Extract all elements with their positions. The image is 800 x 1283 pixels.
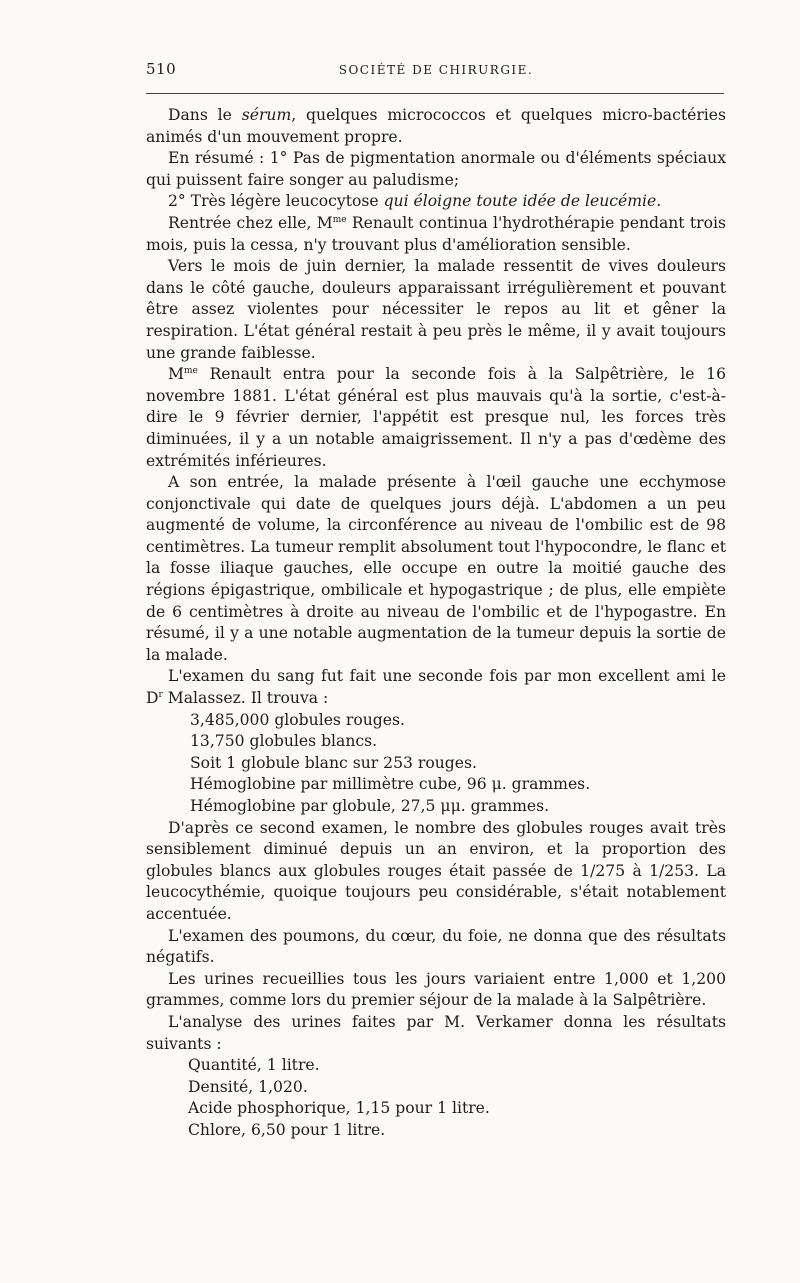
urine-results-list xyxy=(146,1055,726,1141)
list-item: Quantité, 1 litre. xyxy=(188,1056,320,1075)
list-item: Soit 1 globule blanc sur 253 rouges. xyxy=(190,753,477,772)
paragraph: Vers le mois de juin dernier, la malade ressentit de vives douleurs dans le côté gauche, douleurs apparaissant irrégulièrement et pouvant être assez violentes pour nécessiter le repos au lit et gêner la respiration. L'état général restait à peu près le même, il y avait toujours une grande faiblesse. xyxy=(146,257,726,362)
paragraph: En résumé : 1° Pas de pigmentation anormale ou d'éléments spéciaux qui puissent faire songer au paludisme; xyxy=(146,149,726,189)
paragraph: L'analyse des urines faites par M. Verkamer donna les résultats suivants : xyxy=(146,1012,726,1053)
paragraph: Rentrée chez elle, $M^{me}$ Renault continua l'hydrothérapie pendant trois mois, puis la cessa, n'y trouvant plus d'amélioration sensible. xyxy=(146,213,726,254)
blood-results-list xyxy=(146,710,726,818)
list-item: Hémoglobine par globule, 27,5 μμ. grammes. xyxy=(190,797,550,815)
paragraph: L'examen du sang fut fait une seconde fois par mon excellent ami le $D^r$ Malassez. Il trouva : xyxy=(146,667,726,708)
paragraph: 2° Très légère leucocytose qui éloigne toute idée de leucémie. xyxy=(168,192,662,211)
paragraph: $M^{me}$ Renault entra pour la seconde fois à la Salpêtrière, le 16 novembre 1881. L'état général est plus mauvais qu'à la sortie, c'est-à-dire le 9 février dernier, l'appétit est presque nul, les forces très diminuées, il y a un notable amaigrissement. Il n'y a pas d'œdème des extrémités inférieures. xyxy=(146,365,726,470)
list-item: 13,750 globules blancs. xyxy=(190,732,378,751)
body-text xyxy=(146,105,726,1142)
header-rule xyxy=(146,93,724,94)
list-item: 3,485,000 globules rouges. xyxy=(190,710,405,729)
list-item: Hémoglobine par millimètre cube, 96 μ. grammes. xyxy=(190,775,591,794)
page-number: 510 xyxy=(146,60,177,78)
running-title: SOCIÉTÉ DE CHIRURGIE. xyxy=(338,63,534,77)
paragraph: D'après ce second examen, le nombre des globules rouges avait très sensiblement diminué depuis un an environ, et la proportion des globules blancs aux globules rouges était passée de 1/275 à 1/253. La leucocythémie, quoique toujours peu considérable, s'était notablement accentuée. xyxy=(146,818,726,923)
list-item: Densité, 1,020. xyxy=(188,1077,308,1096)
paragraph: Dans le sérum, quelques micrococcos et quelques micro-bactéries animés d'un mouvement propre. xyxy=(146,106,726,146)
list-item: Chlore, 6,50 pour 1 litre. xyxy=(188,1120,386,1139)
paragraph: A son entrée, la malade présente à l'œil gauche une ecchymose conjonctivale qui date de quelques jours déjà. L'abdomen a un peu augmenté de volume, la circonférence au niveau de l'ombilic est de 98 centimètres. La tumeur remplit absolument tout l'hypocondre, le flanc et la fosse iliaque gauches, elle occupe en outre la moitié gauche des régions épigastrique, ombilicale et hypogastrique ; de plus, elle empiète de 6 centimètres à droite au niveau de l'ombilic et de l'hypogastre. En résumé, il y a une notable augmentation de la tumeur depuis la sortie de la malade. xyxy=(146,473,726,664)
paragraph: L'examen des poumons, du cœur, du foie, ne donna que des résultats négatifs. xyxy=(146,926,726,967)
list-item: Acide phosphorique, 1,15 pour 1 litre. xyxy=(188,1099,490,1118)
paragraph: Les urines recueillies tous les jours variaient entre 1,000 et 1,200 grammes, comme lors du premier séjour de la malade à la Salpêtrière. xyxy=(146,969,726,1010)
